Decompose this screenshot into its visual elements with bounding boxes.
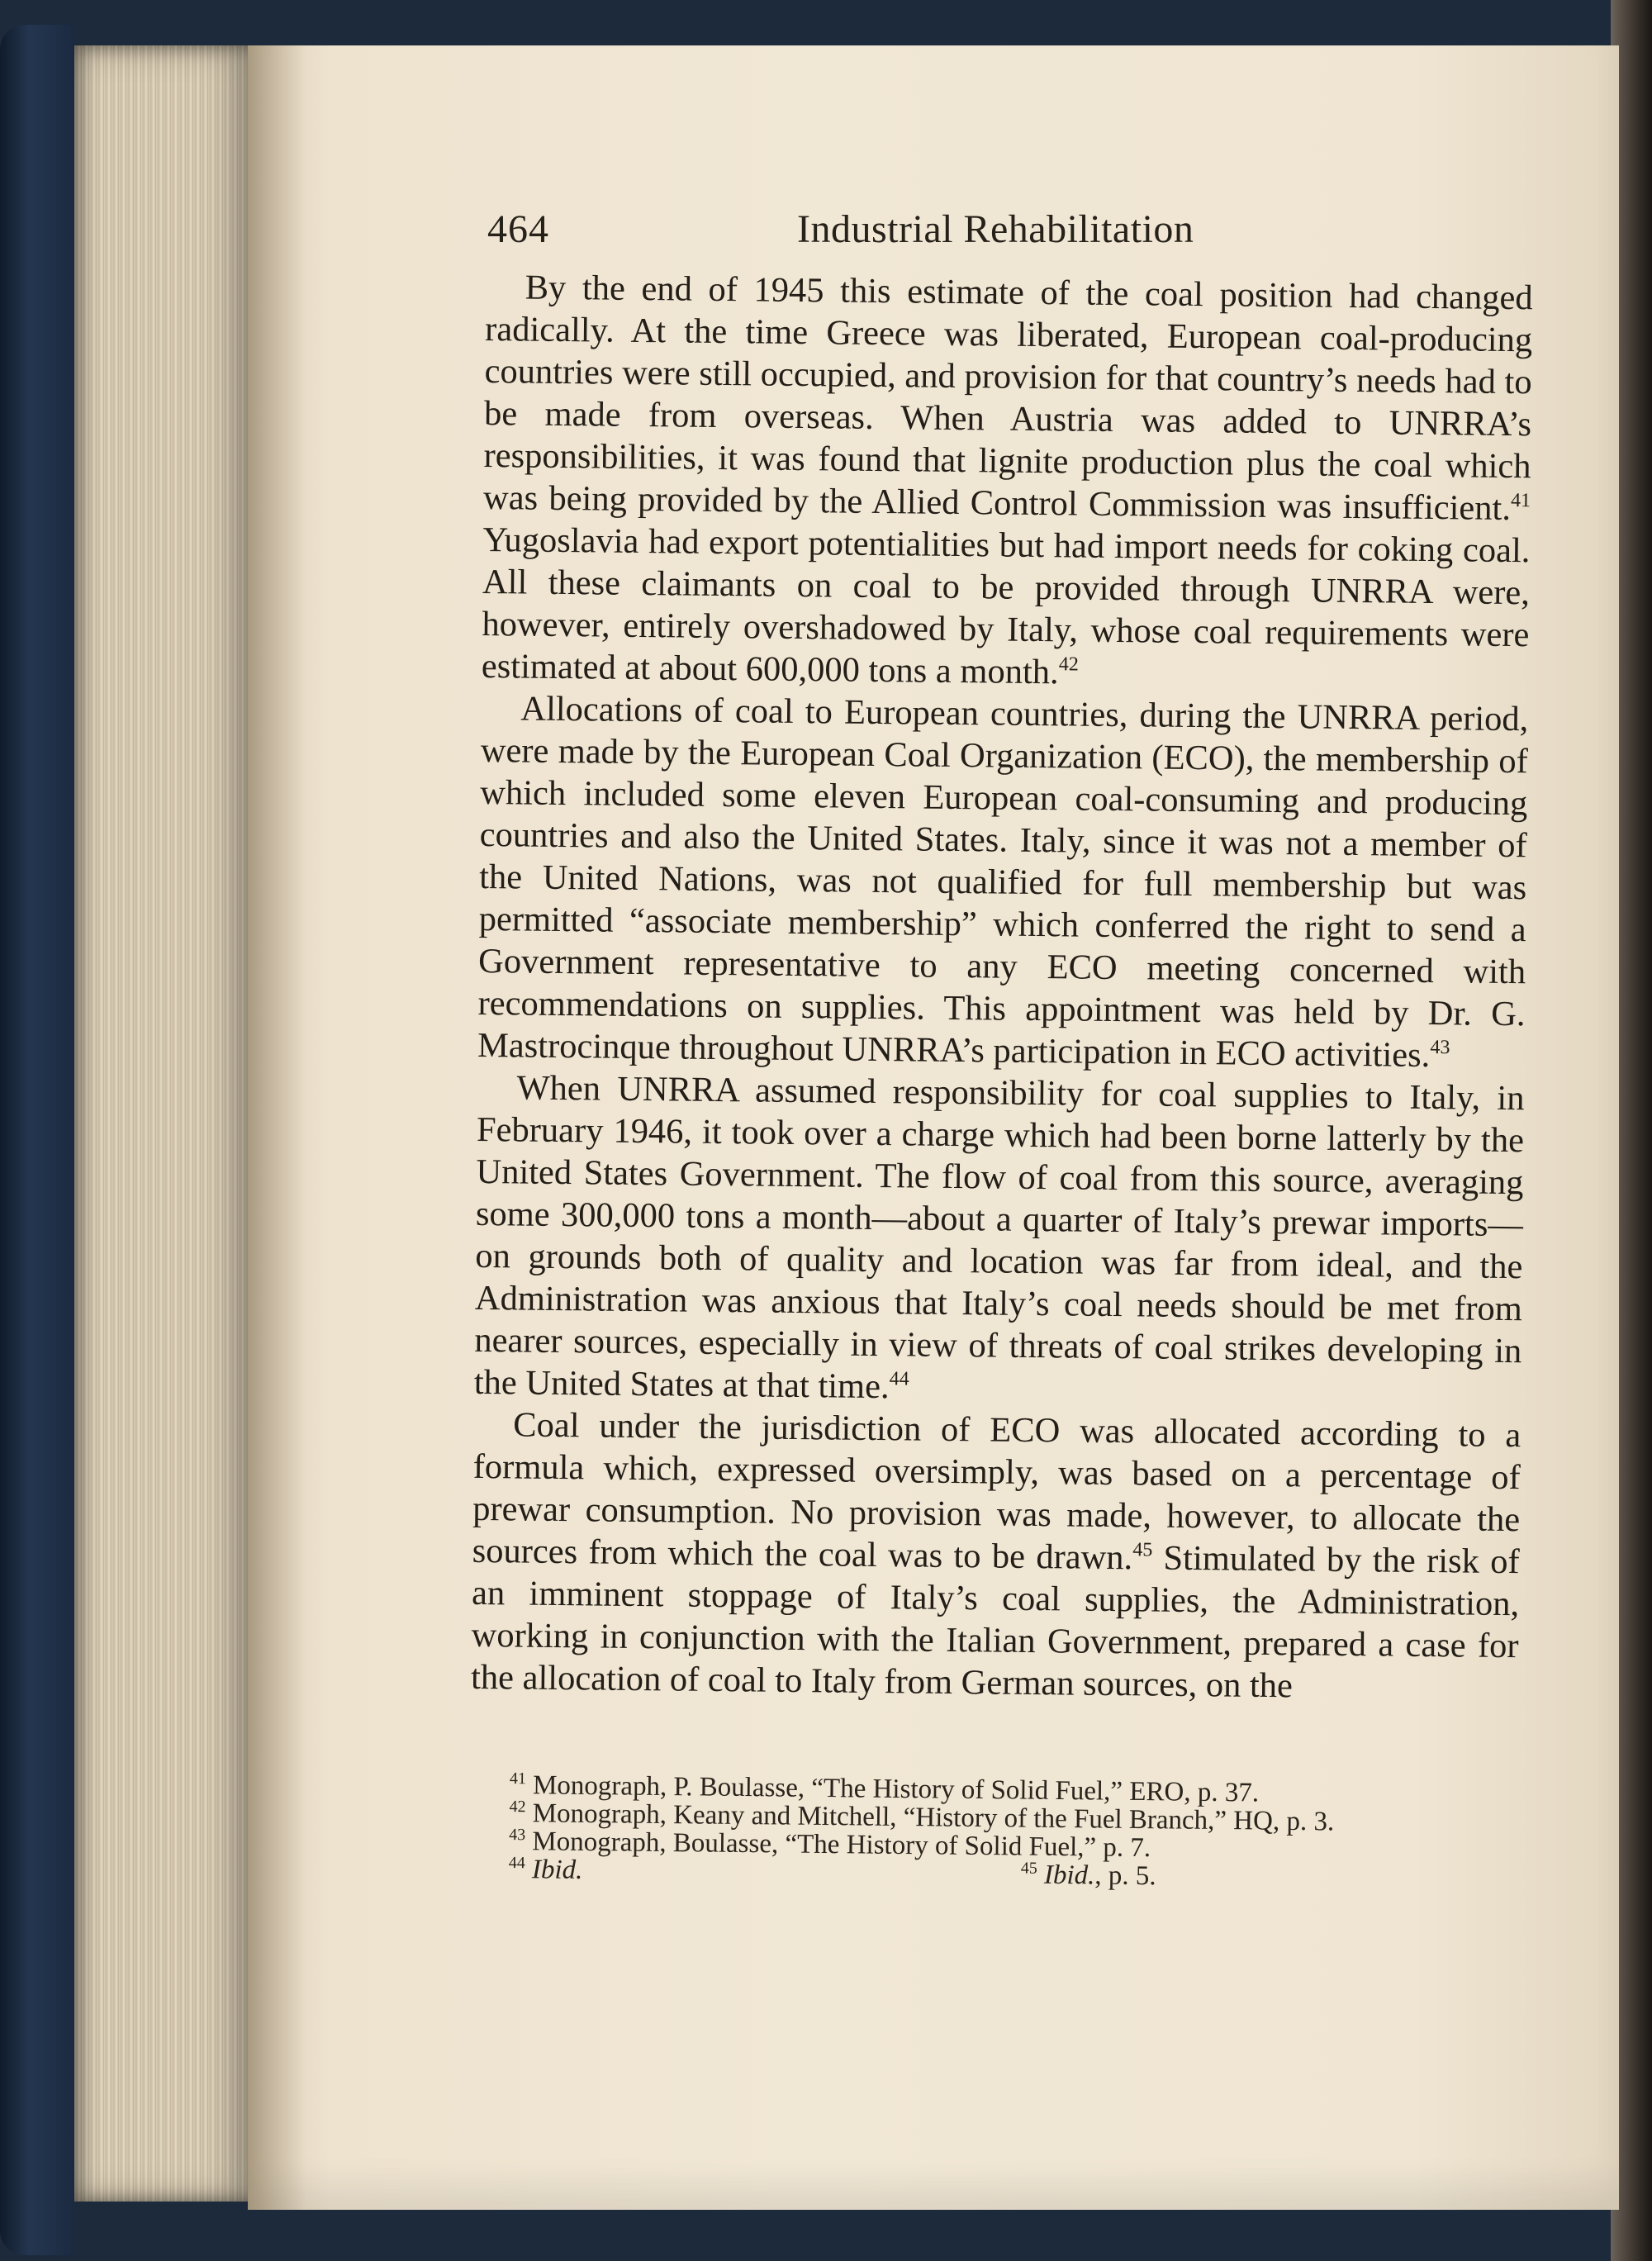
footnote-number: 44 <box>508 1853 525 1873</box>
paragraph-text: Stimulated by the risk of an imminent stoppage of Italy’s coal supplies, the Administration, working in conjunction with the Italian Government, prepared a case for the allocation of coal to Italy from German sources, on the <box>470 1538 1520 1706</box>
footnotes <box>509 1771 1484 1893</box>
paragraph-text: By the end of 1945 this estimate of the coal position had changed radically. At the time Greece was liberated, European coal-producing countries were still occupied, and provision for that country’s needs had to be made from overseas. When Austria was added to UNRRA’s responsibilities, it was found that lignite production plus the coal which was being provided by the Allied Control Commission was insufficient. <box>482 268 1533 529</box>
running-head <box>487 207 1594 264</box>
footnote-ref: 45 <box>1132 1539 1153 1561</box>
paragraph <box>474 1066 1525 1414</box>
footnote-text: Ibid. <box>531 1855 583 1885</box>
paragraph-text: Yugoslavia had export potentialities but had import needs for coking coal. All these claimants on coal to be provided through UNRRA were, however, entirely overshadowed by Italy, whose coal requirements were estimated at about 600,000 tons a month. <box>481 520 1531 692</box>
page-stack-edges <box>74 45 256 2202</box>
footnote-suffix: , p. 5. <box>1094 1860 1156 1892</box>
body-text <box>471 266 1533 1709</box>
paragraph <box>471 1404 1521 1709</box>
footnote-ref: 44 <box>889 1368 909 1390</box>
footnote-ref: 43 <box>1430 1037 1450 1059</box>
spine-shadow <box>248 45 306 2210</box>
footnote-45 <box>1021 1860 1156 1890</box>
footnote-text: Monograph, Boulasse, “The History of Solid Fuel,” p. 7. <box>532 1826 1151 1864</box>
book-cover-edge <box>0 25 74 2255</box>
paragraph-text: Coal under the jurisdiction of ECO was allocated according to a formula which, expressed oversimply, was based on a percentage of prewar consumption. No provision was made, however, to allocate the sources from which the coal was to be drawn. <box>472 1405 1521 1578</box>
footnote-number: 42 <box>509 1797 526 1817</box>
footnote-text: Ibid. <box>1043 1860 1095 1891</box>
paragraph-text: When UNRRA assumed responsibility for coal supplies to Italy, in February 1946, it took over a charge which had been borne latterly by the United States Government. The flow of coal from this source, averaging some 300,000 tons a month—about a quarter of Italy’s prewar imports—on grounds both of quality and location was far from ideal, and the Administration was anxious that Italy’s coal needs should be met from nearer sources, especially in view of threats of coal strikes developing in the United States at that time. <box>473 1068 1525 1407</box>
paragraph-text: Allocations of coal to European countries, during the UNRRA period, were made by the European Coal Organization (ECO), the membership of which included some eleven European coal-consuming and producing countries and also the United States. Italy, since it was not a member of the United Nations, was not qualified for full membership but was permitted “associate membership” which conferred the right to send a Government representative to any ECO meeting concerned with recommendations on supplies. This appointment was held by Dr. G. Mastrocinque throughout UNRRA’s participation in ECO activities. <box>477 689 1529 1076</box>
footnote-text: Monograph, Keany and Mitchell, “History of the Fuel Branch,” HQ, p. 3. <box>532 1798 1335 1837</box>
paragraph <box>482 266 1533 698</box>
footnote-number: 41 <box>509 1769 527 1788</box>
footnote-ref: 42 <box>1058 653 1079 676</box>
footnote-44 <box>509 1855 583 1885</box>
paragraph <box>477 687 1529 1077</box>
footnote-text: Monograph, P. Boulasse, “The History of Solid Fuel,” ERO, p. 37. <box>532 1770 1260 1808</box>
footnote-ref: 41 <box>1510 490 1531 512</box>
footnote-number: 43 <box>509 1825 526 1845</box>
chapter-title: Industrial Rehabilitation <box>797 207 1194 251</box>
footnote-number: 45 <box>1020 1859 1037 1878</box>
page-number: 464 <box>487 207 549 251</box>
